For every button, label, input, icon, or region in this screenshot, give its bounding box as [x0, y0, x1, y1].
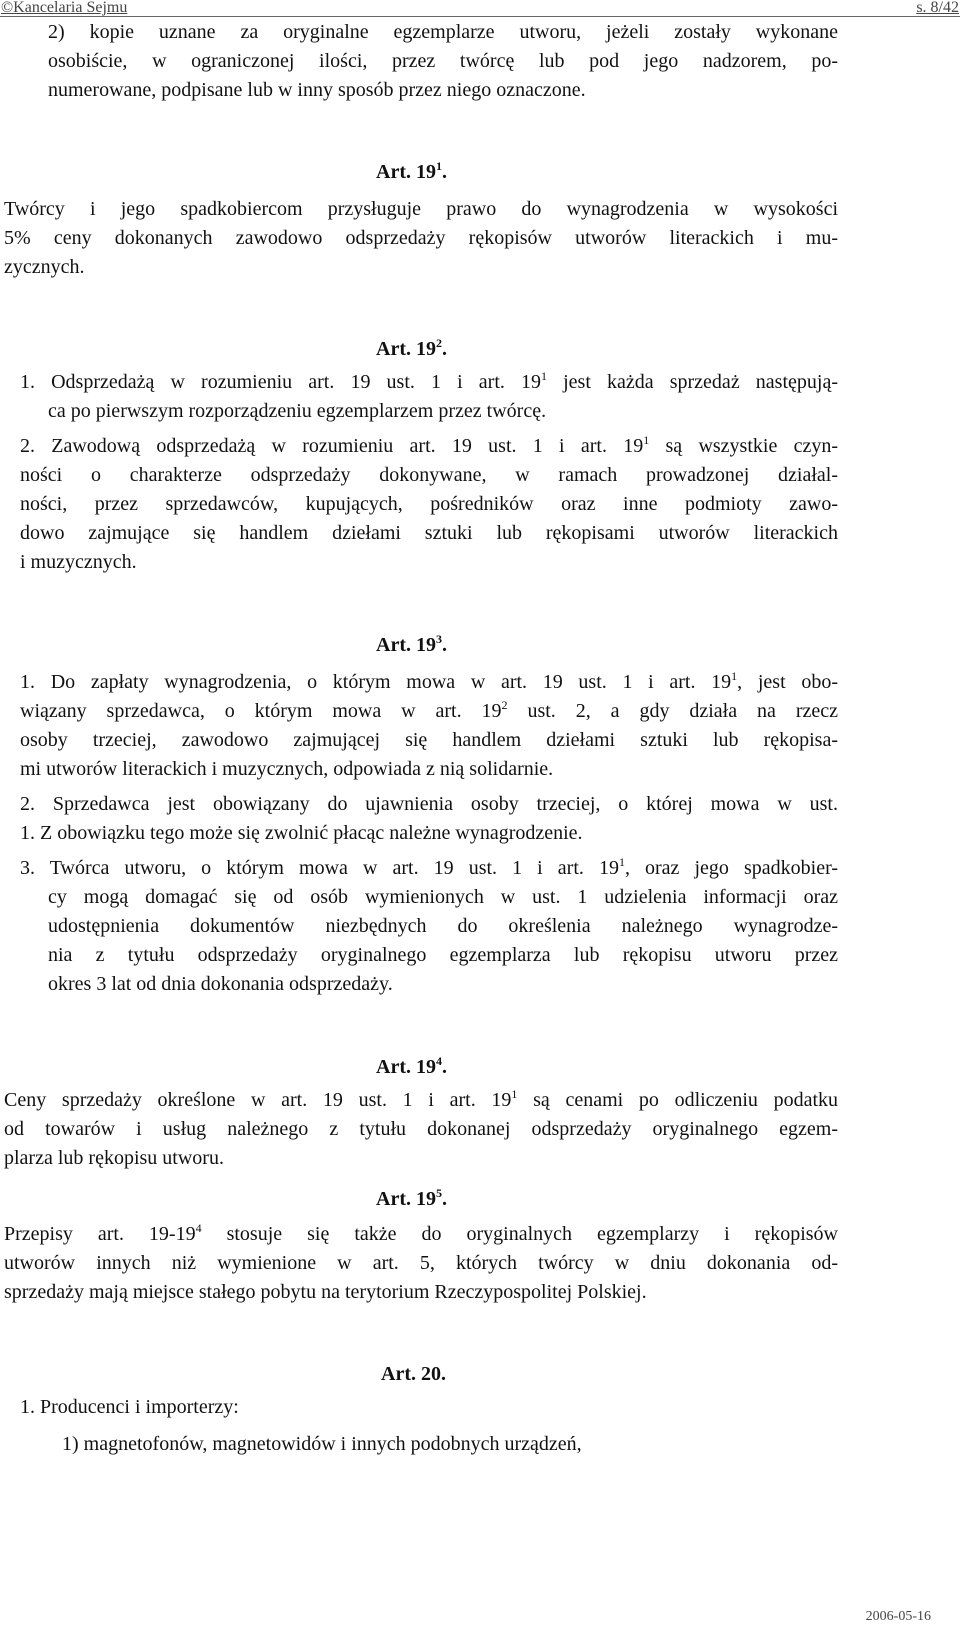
text-line: 1. Producenci i importerzy: — [20, 1396, 239, 1418]
text-line: osoby trzeciej, zawodowo zajmującej się handlem dziełami sztuki lub rękopisa- — [20, 729, 838, 751]
text-line: wiązany sprzedawca, o którym mowa w art. $19^2$ ust. 2, a gdy działa na rzecz — [20, 698, 838, 722]
article-title: Art. $19^4$. — [376, 1054, 447, 1078]
text-line: osobiście, w ograniczonej ilości, przez twórcę lub pod jego nadzorem, po- — [48, 50, 838, 72]
text-line: mi utworów literackich i muzycznych, odpowiada z nią solidarnie. — [20, 758, 554, 780]
publisher-link[interactable]: ©Kancelaria Sejmu — [1, 0, 128, 16]
text-line: zycznych. — [4, 256, 85, 278]
text-line: dowo zajmujące się handlem dziełami sztuki lub rękopisami utworów literackich — [20, 522, 838, 544]
text-line: 1) magnetofonów, magnetowidów i innych podobnych urządzeń, — [62, 1433, 582, 1455]
document-date: 2006-05-16 — [865, 1609, 931, 1624]
text-line: ności o charakterze odsprzedaży dokonywane, w ramach prowadzonej działal- — [20, 464, 838, 486]
header-divider — [0, 16, 960, 17]
article-title: Art. 20. — [381, 1363, 446, 1385]
text-line: nia z tytułu odsprzedaży oryginalnego egzemplarza lub rękopisu utworu przez — [48, 944, 838, 966]
text-line: utworów innych niż wymienione w art. 5, których twórcy w dniu dokonania od- — [4, 1252, 838, 1274]
text-line: 1. Odsprzedażą w rozumieniu art. 19 ust. 1 i art. $19^1$ jest każda sprzedaż następują- — [20, 369, 838, 393]
text-line: cy mogą domagać się od osób wymienionych w ust. 1 udzielenia informacji oraz — [48, 886, 838, 908]
text-line: 2. Zawodową odsprzedażą w rozumieniu art. 19 ust. 1 i art. $19^1$ są wszystkie czyn- — [20, 433, 839, 457]
text-line: okres 3 lat od dnia dokonania odsprzedaży. — [48, 973, 393, 995]
page-number-link[interactable]: s. 8/42 — [916, 0, 959, 16]
text-line: Twórcy i jego spadkobiercom przysługuje prawo do wynagrodzenia w wysokości — [4, 198, 838, 220]
text-line: od towarów i usług należnego z tytułu dokonanej odsprzedaży oryginalnego egzem- — [4, 1118, 838, 1140]
text-line: Przepisy art. $19-19^4$ stosuje się także do oryginalnych egzemplarzy i rękopisów — [4, 1221, 838, 1245]
article-title: Art. $19^3$. — [376, 632, 447, 656]
text-line: 1. Z obowiązku tego może się zwolnić płacąc należne wynagrodzenie. — [20, 822, 583, 844]
text-line: 5% ceny dokonanych zawodowo odsprzedaży rękopisów utworów literackich i mu- — [4, 227, 838, 249]
article-title: Art. $19^1$. — [376, 159, 447, 183]
article-title: Art. $19^2$. — [376, 336, 447, 360]
text-line: 2) kopie uznane za oryginalne egzemplarze utworu, jeżeli zostały wykonane — [48, 21, 838, 43]
text-line: ca po pierwszym rozporządzeniu egzemplarzem przez twórcę. — [48, 400, 547, 422]
page-header — [0, 0, 960, 17]
text-line: plarza lub rękopisu utworu. — [4, 1147, 224, 1169]
article-title: Art. $19^5$. — [376, 1186, 447, 1210]
text-line: udostępnienia dokumentów niezbędnych do określenia należnego wynagrodze- — [48, 915, 838, 937]
text-line: 2. Sprzedawca jest obowiązany do ujawnienia osoby trzeciej, o której mowa w ust. — [20, 793, 838, 815]
text-line: Ceny sprzedaży określone w art. 19 ust. 1 i art. $19^1$ są cenami po odliczeniu podatku — [4, 1087, 838, 1111]
text-line: numerowane, podpisane lub w inny sposób przez niego oznaczone. — [48, 79, 586, 101]
text-line: i muzycznych. — [20, 551, 137, 573]
text-line: ności, przez sprzedawców, kupujących, pośredników oraz inne podmioty zawo- — [20, 493, 838, 515]
text-line: sprzedaży mają miejsce stałego pobytu na terytorium Rzeczypospolitej Polskiej. — [4, 1281, 647, 1303]
text-line: 1. Do zapłaty wynagrodzenia, o którym mowa w art. 19 ust. 1 i art. $19^1$, jest obo- — [20, 669, 838, 693]
text-line: 3. Twórca utworu, o którym mowa w art. 19 ust. 1 i art. $19^1$, oraz jego spadkobier- — [20, 855, 838, 879]
